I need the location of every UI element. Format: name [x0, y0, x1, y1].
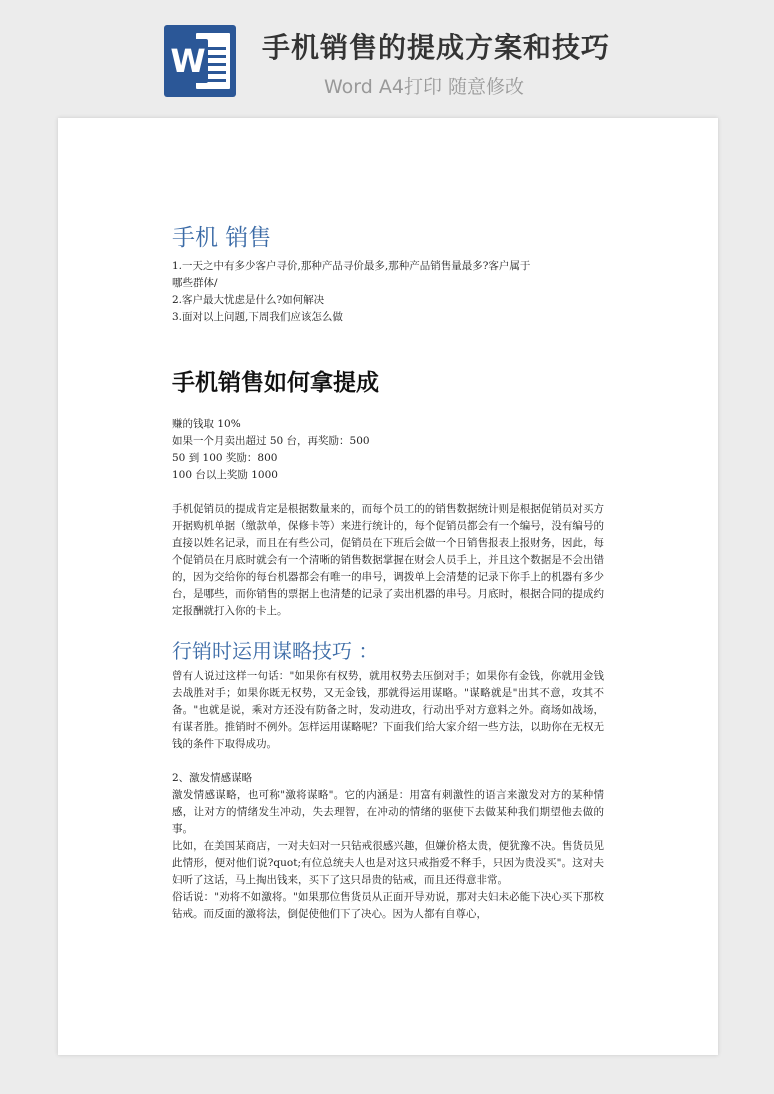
commission-line: 如果一个月卖出超过 50 台，再奖励：500	[172, 435, 370, 447]
commission-line: 100 台以上奖励 1000	[172, 469, 278, 481]
section1-line: 1.一天之中有多少客户寻价,那种产品寻价最多,那种产品销售量最多?客户属于	[172, 260, 531, 272]
section1-line: 2.客户最大忧虑是什么?如何解决	[172, 294, 325, 306]
document-content	[172, 224, 604, 923]
section1-line: 哪些群体/	[172, 277, 218, 289]
section3-heading: 行销时运用谋略技巧 ：	[172, 639, 379, 663]
section2-heading: 手机销售如何拿提成	[172, 370, 379, 396]
section2-paragraph: 手机促销员的提成肯定是根据数量来的，而每个员工的的销售数据统计则是根据促销员对买方开据购机单据（缴款单，保修卡等）来进行统计的，每个促销员都会有一个编号，没有编号的直接以姓名记录，而且在有些公司，促销员在下班后会做一个日销售报表上报财务，因此，每个促销员在月底时就会有一个清晰的销售数据掌握在财会人员手上，并且这个数据是不会出错的，因为交给你的每台机器都会有唯一的串号，调拨单上会清楚的记录下你手上的机器有多少台，是哪些，而你销售的票据上也清楚的记录了卖出机器的串号。月底时，根据合同的提成约定报酬就打入你的卡上。	[172, 503, 604, 617]
word-icon	[164, 25, 236, 97]
commission-line: 50 到 100 奖励：800	[172, 452, 278, 464]
section1-line: 3.面对以上问题,下周我们应该怎么做	[172, 311, 343, 323]
header	[0, 0, 774, 110]
section3-paragraph: 俗话说："劝将不如激将。"如果那位售货员从正面开导劝说，那对夫妇未必能下决心买下那枚钻戒。而反面的激将法，倒促使他们下了决心。因为人都有自尊心，	[172, 891, 604, 920]
section1-heading: 手机 销售	[172, 225, 272, 251]
word-icon-letter: W	[168, 39, 208, 83]
section3-paragraph: 激发情感谋略，也可称"激将谋略"。它的内涵是：用富有刺激性的语言来激发对方的某种情感，让对方的情绪发生冲动，失去理智，在冲动的情绪的驱使下去做某种我们期望他去做的事。	[172, 789, 604, 835]
commission-line: 赚的钱取 10%	[172, 418, 241, 430]
section3-paragraph: 比如，在美国某商店，一对夫妇对一只钻戒很感兴趣，但嫌价格太贵，便犹豫不决。售货员见此情形，便对他们说?quot;有位总统夫人也是对这只戒指爱不释手，只因为贵没买"。这对夫妇听了这话，马上掏出钱来，买下了这只昂贵的钻戒，而且还得意非常。	[172, 840, 604, 886]
document-page	[58, 118, 718, 1055]
page-title: 手机销售的提成方案和技巧	[262, 31, 611, 64]
section3-paragraph: 曾有人说过这样一句话："如果你有权势，就用权势去压倒对手；如果你有金钱，你就用金钱去战胜对手；如果你既无权势，又无金钱，那就得运用谋略。"谋略就是"出其不意，攻其不备。"也就是说，乘对方还没有防备之时，发动进攻，行动出乎对方意料之外。商场如战场，有谋者胜。推销时不例外。怎样运用谋略呢？下面我们给大家介绍一些方法，以助你在无权无钱的条件下取得成功。	[172, 670, 604, 750]
section3-subheading: 2、激发情感谋略	[172, 772, 253, 784]
page-subtitle: Word A4打印 随意修改	[324, 76, 525, 98]
